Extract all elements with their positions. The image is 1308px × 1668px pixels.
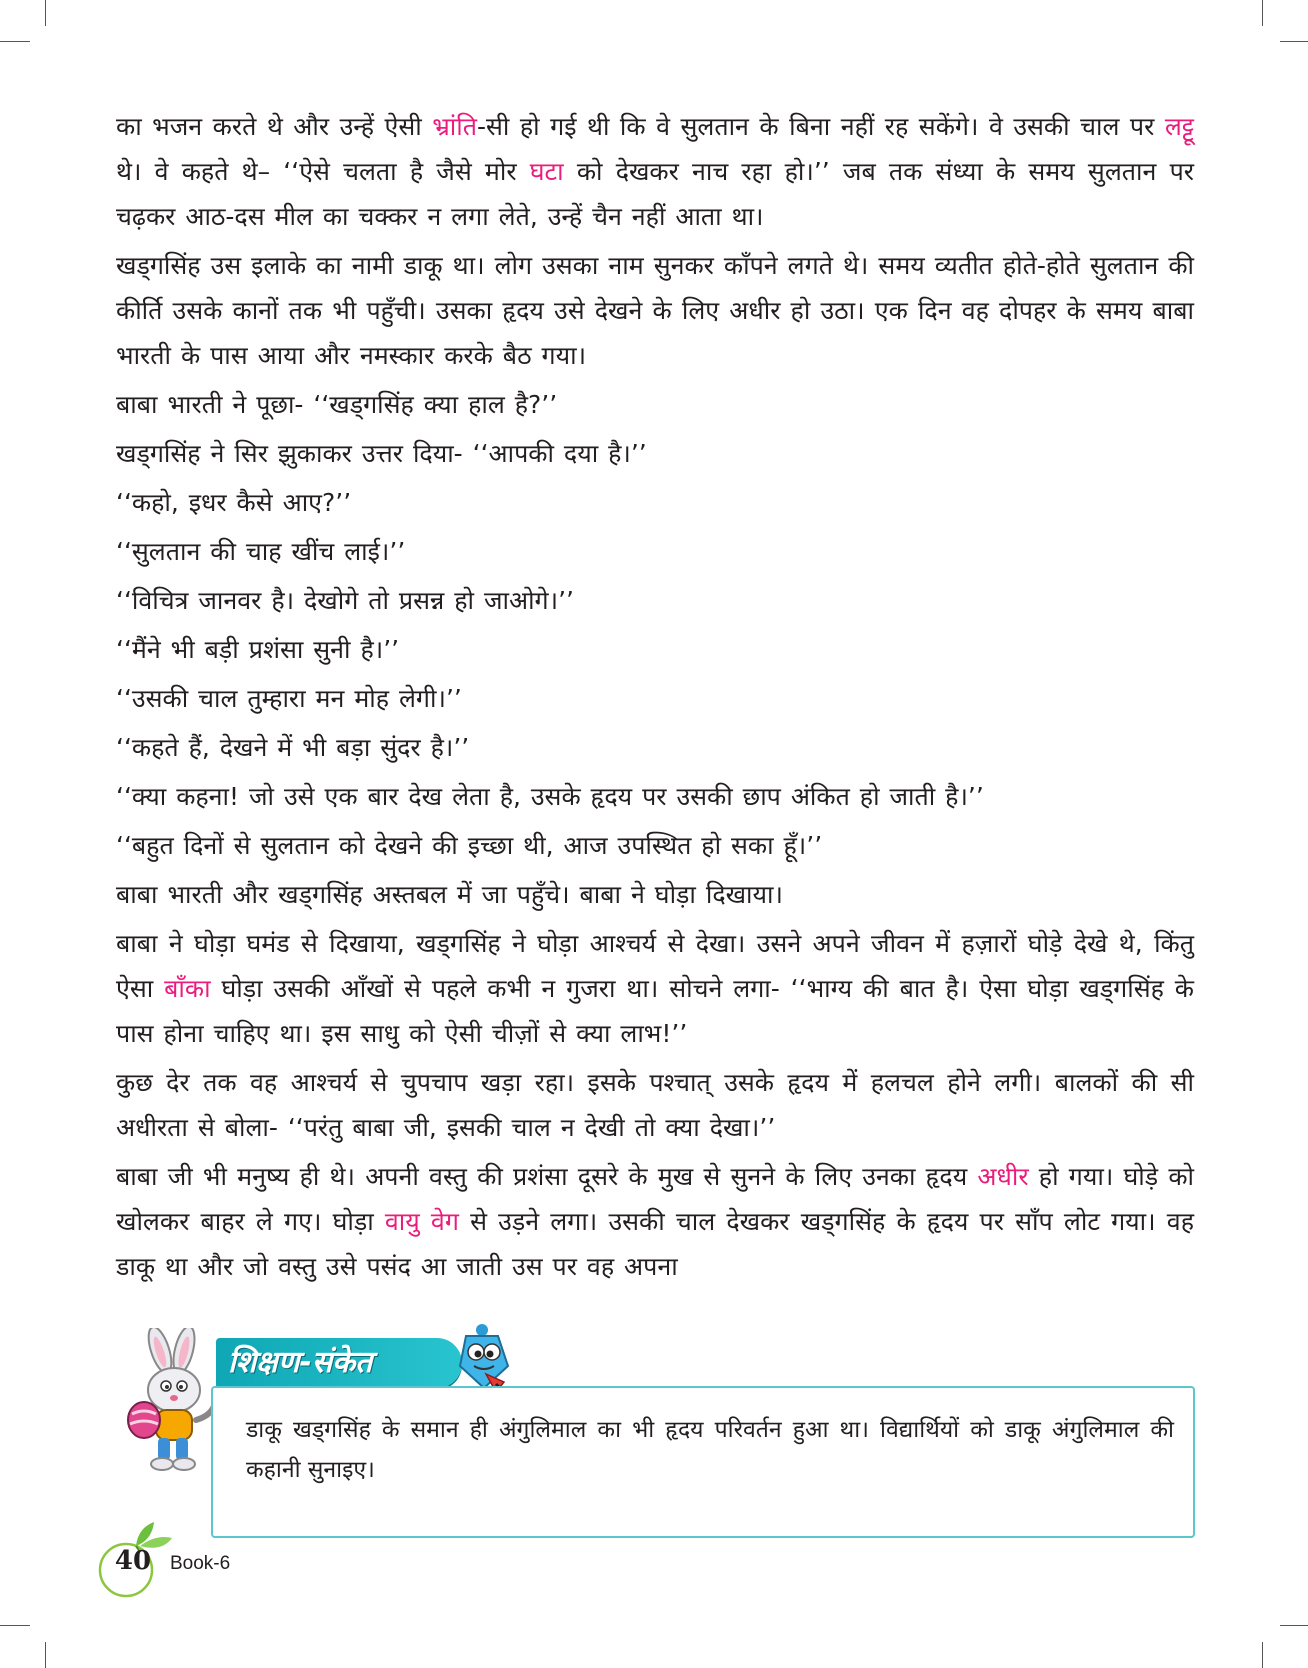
- story-paragraph: [116, 382, 1194, 427]
- story-paragraph: [116, 676, 1194, 721]
- crop-mark: [1262, 1642, 1263, 1668]
- text-segment: ‘‘सुलतान की चाह खींच लाई।’’: [116, 537, 406, 566]
- story-paragraph: [116, 480, 1194, 525]
- highlighted-word: वायु वेग: [384, 1207, 459, 1236]
- text-segment: ‘‘क्या कहना! जो उसे एक बार देख लेता है, उसके हृदय पर उसकी छाप अंकित हो जाती है।’’: [116, 782, 984, 811]
- crop-mark: [0, 41, 30, 42]
- text-segment: ‘‘कहते हैं, देखने में भी बड़ा सुंदर है।’’: [116, 733, 470, 762]
- story-paragraph: [116, 725, 1194, 770]
- tip-heading: शिक्षण-संकेत: [228, 1345, 373, 1380]
- story-paragraph: [116, 627, 1194, 672]
- highlighted-word: अधीर: [977, 1162, 1029, 1191]
- crop-mark: [45, 1642, 46, 1668]
- text-segment: थे। वे कहते थे– ‘‘ऐसे चलता है जैसे मोर: [116, 157, 530, 186]
- crop-mark: [1280, 41, 1308, 42]
- text-segment: का भजन करते थे और उन्हें ऐसी: [116, 112, 433, 141]
- crop-mark: [1280, 1625, 1308, 1626]
- story-paragraph: [116, 104, 1194, 239]
- highlighted-word: लट्टू: [1164, 112, 1194, 141]
- story-paragraph: [116, 243, 1194, 378]
- crop-mark: [1262, 0, 1263, 26]
- text-segment: ‘‘कहो, इधर कैसे आए?’’: [116, 488, 352, 517]
- pencil-mascot-icon: [452, 1322, 524, 1394]
- text-segment: ‘‘मैंने भी बड़ी प्रशंसा सुनी है।’’: [116, 635, 400, 664]
- story-paragraph: [116, 1154, 1194, 1289]
- text-segment: बाबा भारती ने पूछा- ‘‘खड्गसिंह क्या हाल है?’’: [116, 390, 558, 419]
- highlighted-word: भ्रांति: [432, 112, 477, 141]
- text-segment: खड्गसिंह ने सिर झुकाकर उत्तर दिया- ‘‘आपकी दया है।’’: [116, 439, 647, 468]
- highlighted-word: बाँका: [164, 974, 211, 1003]
- story-text: [116, 104, 1194, 1289]
- highlighted-word: घटा: [529, 157, 564, 186]
- crop-mark: [0, 1625, 30, 1626]
- story-paragraph: [116, 578, 1194, 623]
- text-segment: बाबा ने घोड़ा घमंड से दिखाया, खड्गसिंह ने घोड़ा आश्चर्य से देखा। उसने अपने जीवन में हज़ारों घोड़े देखे थे, किंतु ऐसा: [116, 929, 1194, 1003]
- story-paragraph: [116, 1060, 1194, 1150]
- text-segment: कुछ देर तक वह आश्चर्य से चुपचाप खड़ा रहा। इसके पश्चात् उसके हृदय में हलचल होने लगी। बालकों की सी अधीरता से बोला- ‘‘परंतु बाबा जी, इसकी चाल न देखी तो क्या देखा।’’: [116, 1068, 1194, 1142]
- text-segment: -सी हो गई थी कि वे सुलतान के बिना नहीं रह सकेंगे। वे उसकी चाल पर: [477, 112, 1165, 141]
- story-paragraph: [116, 774, 1194, 819]
- text-segment: हो गया। घोड़े को खोलकर बाहर ले गए। घोड़ा: [116, 1162, 1194, 1236]
- story-paragraph: [116, 431, 1194, 476]
- story-paragraph: [116, 921, 1194, 1056]
- tip-text: डाकू खड्गसिंह के समान ही अंगुलिमाल का भी हृदय परिवर्तन हुआ था। विद्यार्थियों को डाकू अंगुलिमाल की कहानी सुनाइए।: [246, 1417, 1174, 1483]
- story-paragraph: [116, 823, 1194, 868]
- text-segment: को देखकर नाच रहा हो।’’ जब तक संध्या के समय सुलतान पर चढ़कर आठ-दस मील का चक्कर न लगा लेते, उन्हें चैन नहीं आता था।: [116, 157, 1194, 231]
- text-segment: से उड़ने लगा। उसकी चाल देखकर खड्गसिंह के हृदय पर साँप लोट गया। वह डाकू था और जो वस्तु उसे पसंद आ जाती उस पर वह अपना: [116, 1207, 1194, 1281]
- text-segment: ‘‘बहुत दिनों से सुलतान को देखने की इच्छा थी, आज उपस्थित हो सका हूँ।’’: [116, 831, 823, 860]
- text-segment: ‘‘उसकी चाल तुम्हारा मन मोह लेगी।’’: [116, 684, 462, 713]
- text-segment: खड्गसिंह उस इलाके का नामी डाकू था। लोग उसका नाम सुनकर काँपने लगते थे। समय व्यतीत होते-होते सुलतान की कीर्ति उसके कानों तक भी पहुँची। उसका हृदय उसे देखने के लिए अधीर हो उठा। एक दिन वह दोपहर के समय बाबा भारती के पास आया और नमस्कार करके बैठ गया।: [116, 251, 1194, 370]
- story-paragraph: [116, 529, 1194, 574]
- crop-mark: [45, 0, 46, 26]
- book-label: Book-6: [170, 1553, 231, 1574]
- text-segment: बाबा भारती और खड्गसिंह अस्तबल में जा पहुँचे। बाबा ने घोड़ा दिखाया।: [116, 880, 783, 909]
- text-segment: ‘‘विचित्र जानवर है। देखोगे तो प्रसन्न हो जाओगे।’’: [116, 586, 574, 615]
- text-segment: बाबा जी भी मनुष्य ही थे। अपनी वस्तु की प्रशंसा दूसरे के मुख से सुनने के लिए उनका हृदय: [116, 1162, 978, 1191]
- text-segment: घोड़ा उसकी आँखों से पहले कभी न गुजरा था। सोचने लगा- ‘‘भाग्य की बात है। ऐसा घोड़ा खड्गसिंह के पास होना चाहिए था। इस साधु को ऐसी चीज़ों से क्या लाभ!’’: [116, 974, 1194, 1048]
- page-number: 40: [114, 1546, 152, 1576]
- story-paragraph: [116, 872, 1194, 917]
